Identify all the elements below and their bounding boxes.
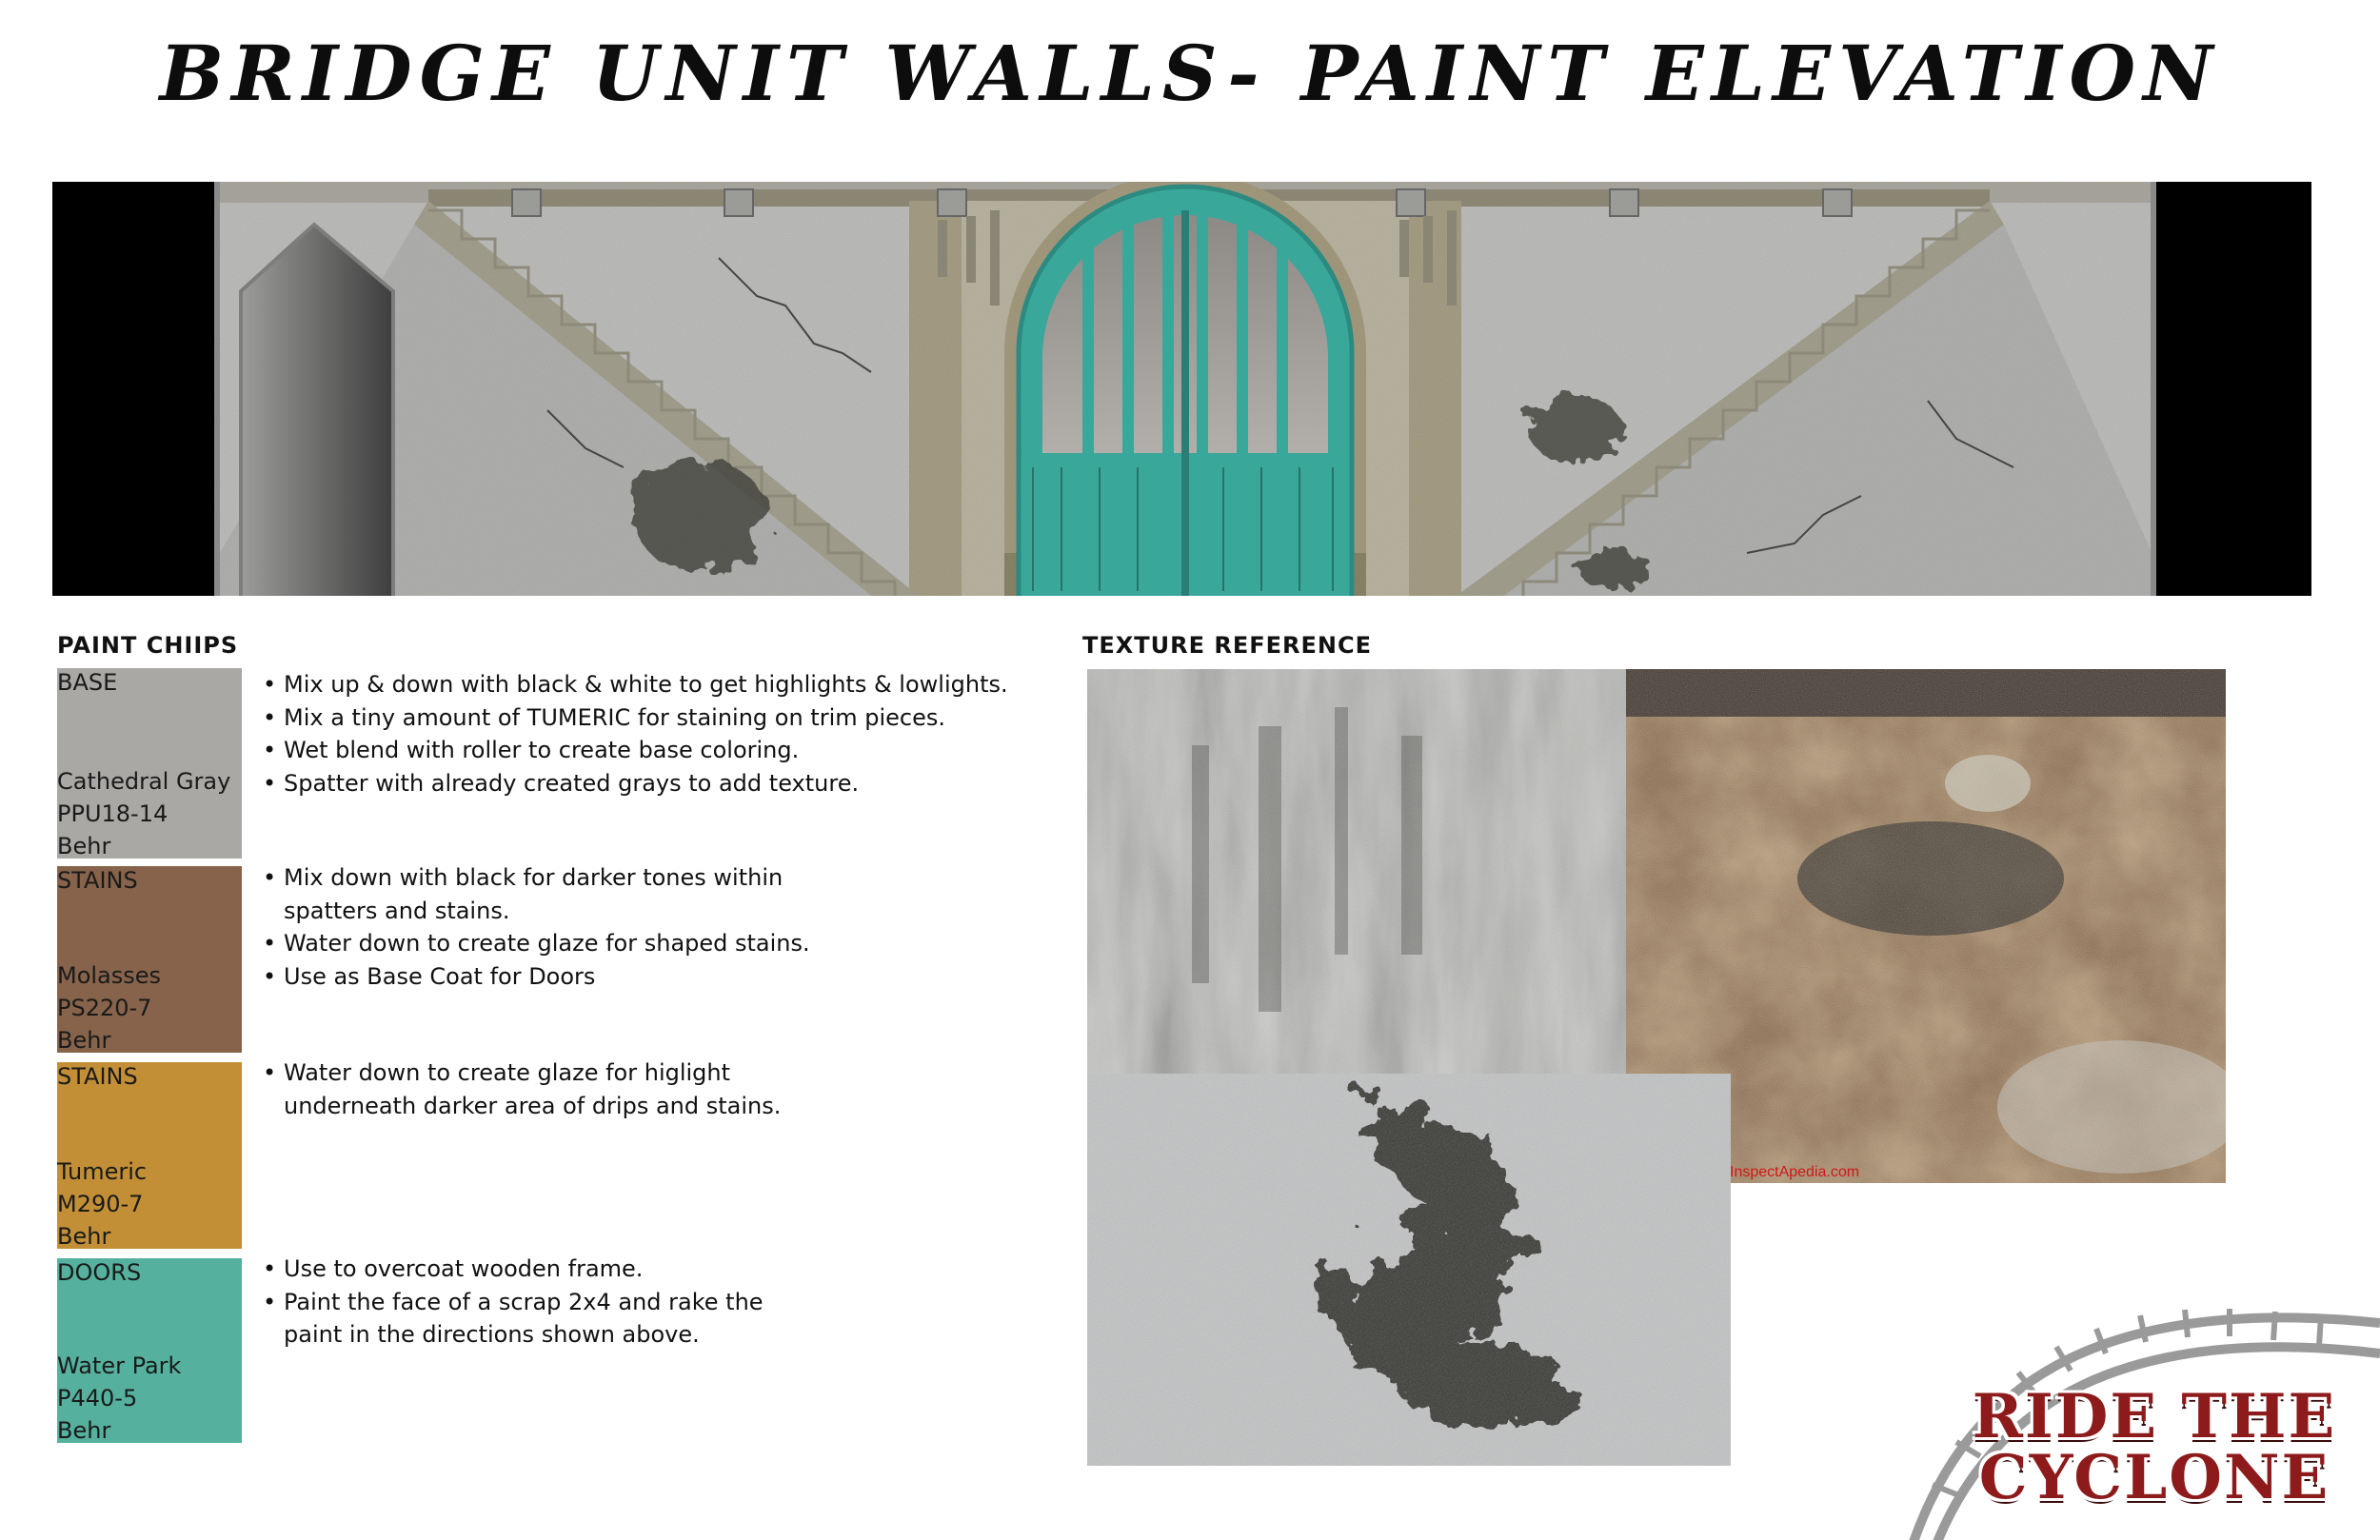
note-item: • Use to overcoat wooden frame. [263,1253,764,1286]
texture-photo-dark-blotch [1087,1074,1731,1466]
chip-category: STAINS [57,867,138,894]
chip-color-code: PPU18-14 [57,800,169,827]
paint-chip-stains-tumeric [57,1062,242,1249]
chip-color-name: Molasses [57,962,162,989]
chip-notes-water-park [263,1253,764,1352]
chip-color-name: Water Park [57,1352,182,1379]
logo-text-line1: RIDE THE [1972,1381,2337,1452]
paint-chip-base [57,668,242,859]
wall-elevation-rendering [52,182,2311,596]
chip-brand: Behr [57,1223,111,1250]
chip-brand: Behr [57,1417,111,1444]
texture-photo-credit: InspectApedia.com [1730,1164,1860,1180]
chip-brand: Behr [57,833,111,859]
paint-chip-stains-molasses [57,866,242,1053]
note-item: • Use as Base Coat for Doors [263,960,810,994]
note-item: • Mix down with black for darker tones within spatters and stains. [263,861,810,927]
texture-reference-heading: TEXTURE REFERENCE [1082,632,1372,659]
chip-color-name: Cathedral Gray [57,768,231,795]
paint-chip-doors-water-park [57,1258,242,1443]
chip-category: DOORS [57,1259,142,1286]
note-item: • Spatter with already created grays to add texture. [263,767,1008,800]
note-item: • Paint the face of a scrap 2x4 and rake the paint in the directions shown above. [263,1286,764,1352]
chip-notes-molasses [263,861,810,993]
chip-color-code: P440-5 [57,1385,138,1412]
note-item: • Wet blend with roller to create base coloring. [263,734,1008,767]
chip-notes-base [263,668,1008,800]
page-title: BRIDGE UNIT WALLS- PAINT ELEVATION [159,29,2221,118]
chip-color-code: M290-7 [57,1191,144,1217]
chip-notes-tumeric [263,1056,781,1122]
note-item: • Mix up & down with black & white to get highlights & lowlights. [263,668,1008,701]
chip-category: BASE [57,669,118,696]
chip-color-code: PS220-7 [57,995,152,1021]
texture-photo-drip-streaks [1087,669,1626,1074]
note-item: • Mix a tiny amount of TUMERIC for staining on trim pieces. [263,701,1008,735]
paint-chips-heading: PAINT CHIIPS [57,632,239,659]
note-item: • Water down to create glaze for shaped stains. [263,927,810,960]
chip-color-name: Tumeric [57,1158,148,1185]
chip-category: STAINS [57,1063,138,1090]
logo-text-line2: CYCLONE [1978,1442,2330,1513]
note-item: • Water down to create glaze for higlight underneath darker area of drips and stains. [263,1056,781,1122]
chip-brand: Behr [57,1027,111,1054]
